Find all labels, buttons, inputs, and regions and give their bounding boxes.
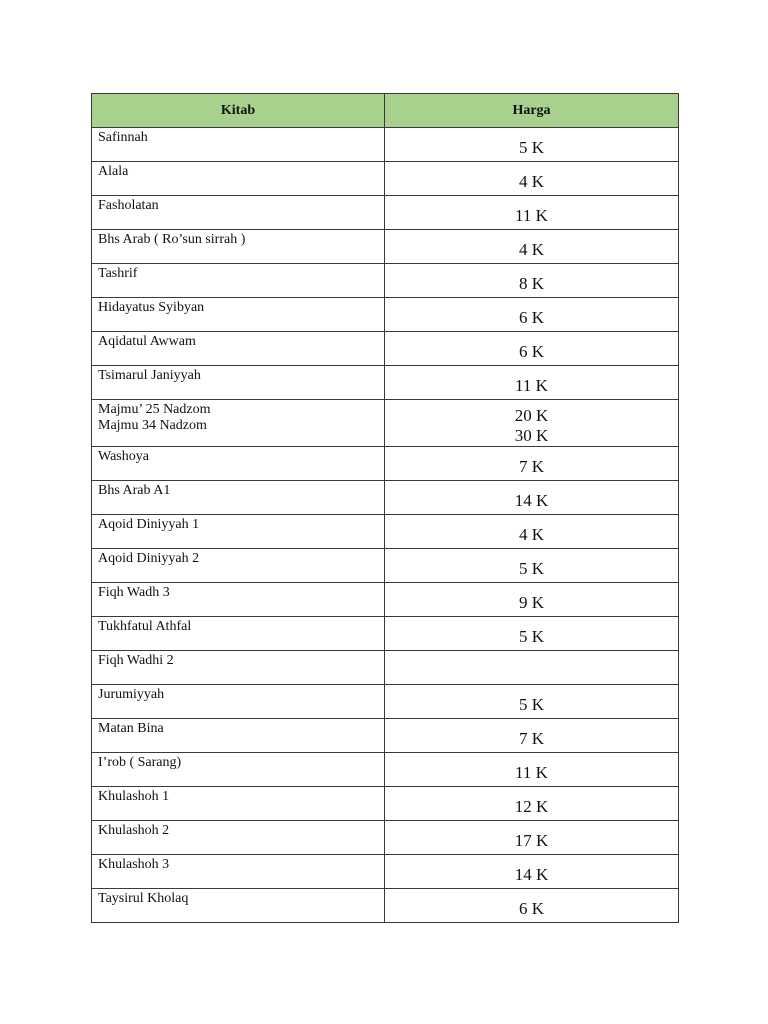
harga-value: 12 K (514, 796, 549, 816)
table-row (92, 332, 679, 366)
table-row (92, 447, 679, 481)
harga-cell (385, 400, 679, 447)
kitab-name: Taysirul Kholaq (98, 891, 189, 906)
harga-cell (385, 332, 679, 366)
harga-cell (385, 128, 679, 162)
table-row (92, 617, 679, 651)
kitab-name: Aqidatul Awwam (98, 334, 196, 349)
kitab-name: Tashrif (98, 266, 138, 281)
harga-value: 5 K (518, 626, 545, 646)
harga-cell (385, 162, 679, 196)
table-row (92, 230, 679, 264)
harga-value: 8 K (518, 273, 545, 293)
kitab-cell (92, 162, 385, 196)
harga-cell (385, 753, 679, 787)
harga-value: 20 K (514, 406, 549, 425)
harga-cell (385, 366, 679, 400)
harga-value: 11 K (515, 375, 548, 395)
kitab-cell (92, 617, 385, 651)
table-row (92, 298, 679, 332)
kitab-cell (92, 719, 385, 753)
kitab-name: Majmu’ 25 Nadzom (98, 402, 211, 417)
harga-value: 6 K (518, 307, 545, 327)
kitab-cell (92, 447, 385, 481)
table-row (92, 821, 679, 855)
table-row (92, 651, 679, 685)
kitab-cell (92, 332, 385, 366)
kitab-name: Alala (98, 164, 129, 179)
kitab-cell (92, 549, 385, 583)
harga-cell (385, 617, 679, 651)
harga-value: 14 K (514, 490, 549, 510)
kitab-cell (92, 230, 385, 264)
table-header (92, 94, 679, 128)
harga-cell (385, 719, 679, 753)
kitab-cell (92, 753, 385, 787)
table-row (92, 515, 679, 549)
kitab-name: Tsimarul Janiyyah (98, 368, 201, 383)
harga-cell (385, 549, 679, 583)
harga-value: 6 K (518, 898, 545, 918)
harga-cell (385, 515, 679, 549)
header-harga: Harga (385, 94, 679, 128)
table-row (92, 753, 679, 787)
table-row (92, 481, 679, 515)
harga-cell (385, 196, 679, 230)
table-body (92, 128, 679, 923)
harga-cell (385, 447, 679, 481)
harga-value: 17 K (514, 830, 549, 850)
harga-value: 9 K (518, 592, 545, 612)
harga-value: 5 K (518, 558, 545, 578)
kitab-name: Matan Bina (98, 721, 164, 736)
harga-value: 5 K (518, 694, 545, 714)
header-row (92, 94, 679, 128)
harga-cell (385, 889, 679, 923)
kitab-cell (92, 128, 385, 162)
kitab-name: Fiqh Wadhi 2 (98, 653, 174, 668)
harga-value: 6 K (518, 341, 545, 361)
harga-value: 4 K (518, 239, 545, 259)
harga-cell (385, 855, 679, 889)
table-row (92, 549, 679, 583)
table-row (92, 128, 679, 162)
kitab-cell (92, 400, 385, 447)
harga-value: 11 K (515, 205, 548, 225)
harga-cell (385, 685, 679, 719)
kitab-cell (92, 515, 385, 549)
table-row (92, 583, 679, 617)
kitab-name: Safinnah (98, 130, 148, 145)
harga-value: 11 K (515, 762, 548, 782)
table-row (92, 264, 679, 298)
harga-value: 4 K (518, 171, 545, 191)
kitab-name: Khulashoh 3 (98, 857, 170, 872)
table-row (92, 196, 679, 230)
table-row (92, 685, 679, 719)
table-row (92, 787, 679, 821)
kitab-cell (92, 651, 385, 685)
table-row (92, 162, 679, 196)
kitab-cell (92, 481, 385, 515)
kitab-name: Majmu 34 Nadzom (98, 418, 207, 433)
harga-cell (385, 230, 679, 264)
harga-cell (385, 298, 679, 332)
harga-value: 4 K (518, 524, 545, 544)
kitab-name: Khulashoh 2 (98, 823, 170, 838)
kitab-name: Bhs Arab ( Ro’sun sirrah ) (98, 232, 246, 247)
table-row (92, 366, 679, 400)
table-row (92, 719, 679, 753)
harga-value: 7 K (518, 728, 545, 748)
kitab-cell (92, 685, 385, 719)
harga-cell (385, 264, 679, 298)
kitab-cell (92, 264, 385, 298)
kitab-cell (92, 366, 385, 400)
kitab-cell (92, 196, 385, 230)
kitab-cell (92, 787, 385, 821)
kitab-cell (92, 889, 385, 923)
kitab-name: Khulashoh 1 (98, 789, 170, 804)
harga-value: 14 K (514, 864, 549, 884)
kitab-name: Aqoid Diniyyah 1 (98, 517, 200, 532)
price-table (91, 93, 679, 923)
harga-cell (385, 821, 679, 855)
table-row (92, 400, 679, 447)
harga-value: 7 K (518, 456, 545, 476)
harga-cell (385, 651, 679, 685)
harga-cell (385, 787, 679, 821)
harga-value: 5 K (518, 137, 545, 157)
harga-cell (385, 583, 679, 617)
harga-cell (385, 481, 679, 515)
kitab-name: Fasholatan (98, 198, 159, 213)
kitab-cell (92, 298, 385, 332)
header-kitab: Kitab (92, 94, 385, 128)
harga-value: 30 K (514, 426, 549, 445)
kitab-cell (92, 821, 385, 855)
kitab-name: Hidayatus Syibyan (98, 300, 205, 315)
kitab-name: Aqoid Diniyyah 2 (98, 551, 200, 566)
kitab-name: I’rob ( Sarang) (98, 755, 182, 770)
table-row (92, 855, 679, 889)
kitab-name: Fiqh Wadh 3 (98, 585, 170, 600)
kitab-name: Bhs Arab A1 (98, 483, 171, 498)
kitab-name: Tukhfatul Athfal (98, 619, 192, 634)
kitab-cell (92, 855, 385, 889)
kitab-name: Jurumiyyah (98, 687, 165, 702)
kitab-name: Washoya (98, 449, 149, 464)
table-row (92, 889, 679, 923)
kitab-cell (92, 583, 385, 617)
